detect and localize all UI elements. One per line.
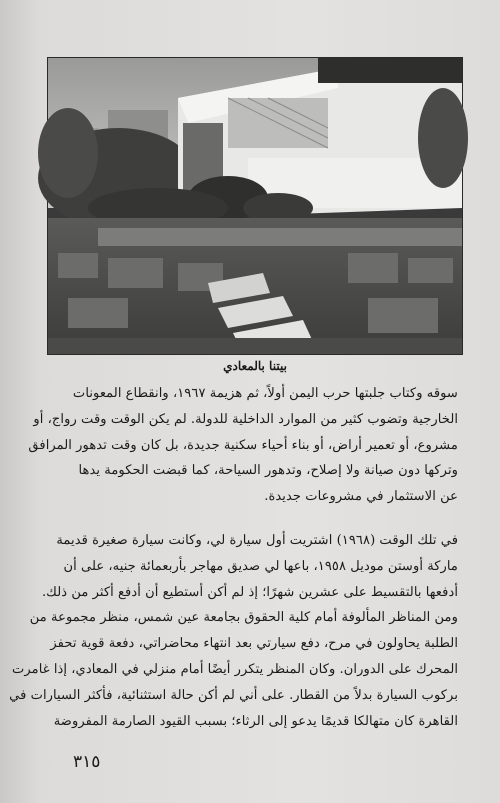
- page-number: ٣١٥: [73, 752, 101, 772]
- photo-caption: بيتنا بالمعادي: [223, 359, 287, 373]
- text-line: مشروع، أو تعمير أراض، أو بناء أحياء سكنية جديدة، بل كان وقت تدهور المرافق: [28, 437, 458, 453]
- text-line: القاهرة كان متهالكا قديمًا يدعو إلى الرثاء؛ بسبب القيود الصارمة المفروضة: [53, 713, 458, 729]
- paragraph-gap: [60, 510, 458, 528]
- text-line: أدفعها بالتقسيط على عشرين شهرًا؛ إذ لم أكن أستطيع أن أدفع أكثر من ذلك.: [41, 584, 458, 600]
- body-text: [9, 381, 458, 734]
- text-line: المحرك على الدوران. وكان المنظر يتكرر أيضًا أمام منزلي في المعادي، إذا غامرت: [11, 661, 458, 677]
- text-line: بركوب السيارة بدلاً من القطار. على أني لم أكن حالة استثنائية، فأكثر السيارات في: [9, 687, 458, 703]
- text-line: ومن المناظر المألوفة أمام كلية الحقوق بجامعة عين شمس، منظر مجموعة من: [29, 610, 458, 626]
- text-line: وتركها دون صيانة ولا إصلاح، وتدهور السياحة، كما قبضت الحكومة يدها: [78, 463, 458, 479]
- text-line: الطلبة يحاولون في مرح، دفع سيارتي بعد انتهاء محاضراتي، دفعة قوية تحفز: [50, 636, 458, 652]
- house-photo: [48, 58, 462, 354]
- text-line: ماركة أوستن موديل ١٩٥٨، باعها لي صديق مهاجر بأربعمائة جنيه، على أن: [63, 558, 458, 574]
- house-photo-graphic: [48, 58, 462, 354]
- text-line: عن الاستثمار في مشروعات جديدة.: [264, 489, 458, 505]
- text-line: الخارجية وتضوب كثير من الموارد الداخلية للدولة. لم يكن الوقت وقت رواج، أو: [33, 411, 458, 427]
- text-line: سوقه وكتاب جلبتها حرب اليمن أولاً، ثم هزيمة ١٩٦٧، وانقطاع المعونات: [72, 386, 458, 401]
- text-line: في تلك الوقت (١٩٦٨) اشتريت أول سيارة لي، وكانت سيارة صغيرة قديمة: [56, 532, 458, 548]
